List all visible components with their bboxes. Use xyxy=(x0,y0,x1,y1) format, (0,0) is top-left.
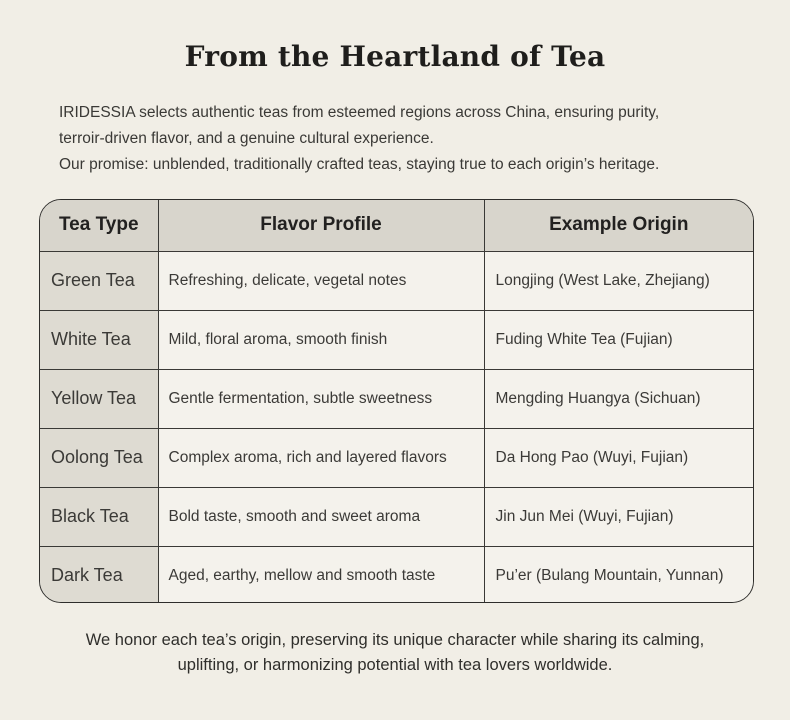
closing-line: We honor each tea’s origin, preserving its unique character while sharing its calming, xyxy=(85,631,705,649)
intro-line: Our promise: unblended, traditionally crafted teas, staying true to each origin’s heritage. xyxy=(59,156,660,173)
intro-text xyxy=(59,100,759,178)
table-row xyxy=(40,251,753,310)
flavor-cell: Gentle fermentation, subtle sweetness xyxy=(158,369,484,428)
table-row xyxy=(40,546,753,603)
tea-table xyxy=(39,199,754,603)
flavor-cell: Bold taste, smooth and sweet aroma xyxy=(158,487,484,546)
tea-type-cell: White Tea xyxy=(40,310,158,369)
origin-cell: Mengding Huangya (Sichuan) xyxy=(484,369,753,428)
tea-type-cell: Dark Tea xyxy=(40,546,158,603)
origin-cell: Da Hong Pao (Wuyi, Fujian) xyxy=(484,428,753,487)
tea-type-cell: Oolong Tea xyxy=(40,428,158,487)
closing-text xyxy=(0,628,790,678)
table-header-row xyxy=(40,200,753,251)
table-row xyxy=(40,310,753,369)
origin-cell: Pu’er (Bulang Mountain, Yunnan) xyxy=(484,546,753,603)
flavor-cell: Mild, floral aroma, smooth finish xyxy=(158,310,484,369)
flavor-cell: Aged, earthy, mellow and smooth taste xyxy=(158,546,484,603)
tea-type-cell: Black Tea xyxy=(40,487,158,546)
flavor-cell: Complex aroma, rich and layered flavors xyxy=(158,428,484,487)
column-header-flavor-profile: Flavor Profile xyxy=(158,200,484,251)
table-row xyxy=(40,487,753,546)
column-header-example-origin: Example Origin xyxy=(484,200,753,251)
intro-line: terroir-driven flavor, and a genuine cultural experience. xyxy=(59,130,434,147)
origin-cell: Jin Jun Mei (Wuyi, Fujian) xyxy=(484,487,753,546)
column-header-tea-type: Tea Type xyxy=(40,200,158,251)
table-row xyxy=(40,369,753,428)
tea-type-cell: Green Tea xyxy=(40,251,158,310)
page-title: From the Heartland of Tea xyxy=(184,40,606,73)
closing-line: uplifting, or harmonizing potential with tea lovers worldwide. xyxy=(177,656,613,674)
intro-line: IRIDESSIA selects authentic teas from esteemed regions across China, ensuring purity, xyxy=(59,104,660,121)
tea-type-cell: Yellow Tea xyxy=(40,369,158,428)
origin-cell: Longjing (West Lake, Zhejiang) xyxy=(484,251,753,310)
origin-cell: Fuding White Tea (Fujian) xyxy=(484,310,753,369)
table-row xyxy=(40,428,753,487)
flavor-cell: Refreshing, delicate, vegetal notes xyxy=(158,251,484,310)
